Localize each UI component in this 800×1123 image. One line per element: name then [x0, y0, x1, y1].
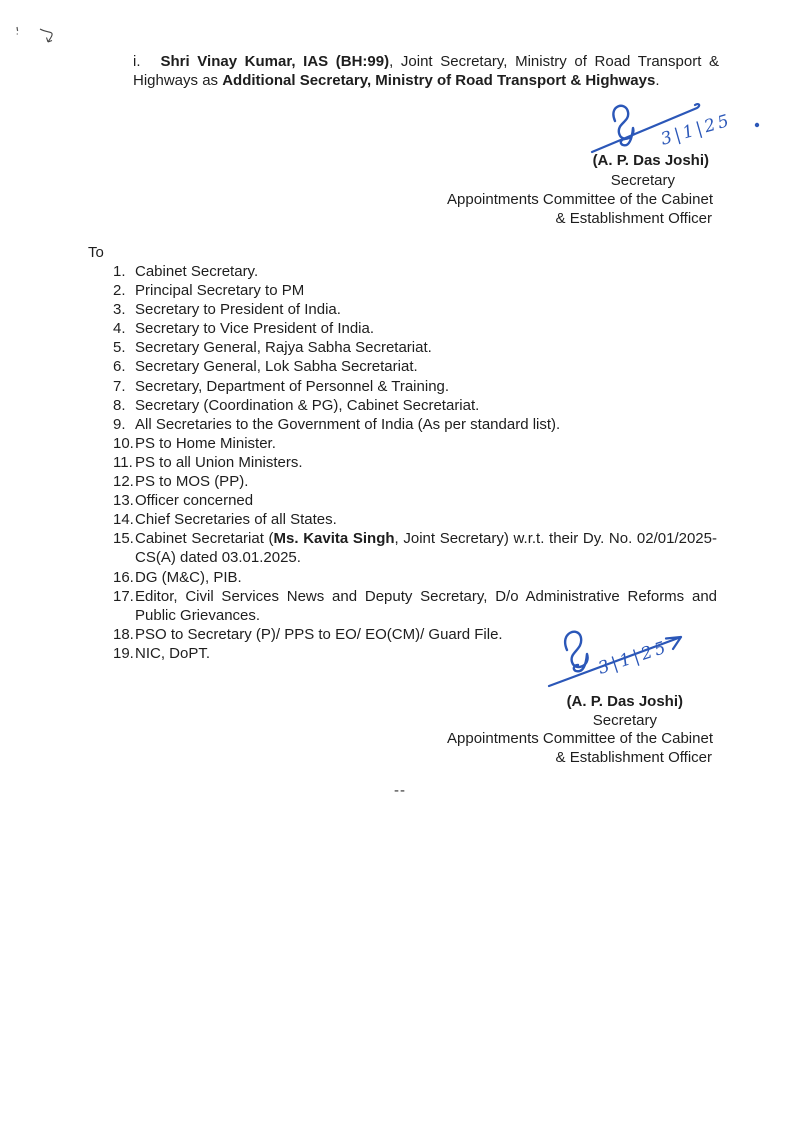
list-marker-i: i.: [133, 53, 141, 70]
list-item: [113, 415, 717, 434]
text-segment: , Joint Secretary, Ministry of Road Transport & Highways as: [133, 53, 719, 90]
list-item: [113, 396, 717, 415]
list-item-text: [135, 510, 717, 529]
signoff-designation-top: Secretary: [610, 172, 675, 189]
list-item-number: 7.: [113, 377, 126, 395]
corner-tick-mark: [17, 27, 18, 35]
list-item-text: [135, 281, 717, 300]
list-item-text: [135, 529, 717, 567]
handwritten-date-bottom: 3|1|25: [595, 637, 672, 679]
text-segment: Secretary General, Lok Sabha Secretariat.: [135, 358, 418, 376]
list-item-number: 15.: [113, 530, 134, 548]
list-item-text: [135, 357, 717, 376]
text-segment: PS to MOS (PP).: [135, 473, 249, 491]
list-item-text: [135, 491, 717, 510]
list-item-text: [135, 396, 717, 415]
signoff-org-line1-top: Appointments Committee of the Cabinet: [447, 191, 713, 208]
list-item-number: 4.: [113, 320, 126, 338]
paragraph-text: [133, 53, 719, 89]
text-segment: Secretary to President of India.: [135, 301, 341, 319]
signoff-name-top: (A. P. Das Joshi): [592, 152, 709, 169]
text-segment: All Secretaries to the Government of India (As per standard list).: [135, 415, 561, 433]
list-item: [113, 453, 717, 472]
list-item-text: [135, 300, 717, 319]
list-item-number: 1.: [113, 263, 126, 280]
list-item-number: 2.: [113, 282, 126, 300]
list-item-number: 9.: [113, 415, 126, 433]
text-segment: Chief Secretaries of all States.: [135, 511, 337, 529]
corner-arrow-mark: [40, 29, 52, 42]
list-item: [113, 319, 717, 338]
text-segment: PS to Home Minister.: [135, 434, 276, 452]
text-segment: Secretary (Coordination & PG), Cabinet Secretariat.: [135, 396, 480, 414]
signoff-org-line1-bottom: Appointments Committee of the Cabinet: [447, 730, 713, 747]
list-item: [113, 262, 717, 281]
text-segment: Secretary to Vice President of India.: [135, 320, 375, 338]
bold-text-segment: Ms. Kavita Singh: [273, 530, 395, 548]
list-item: [113, 338, 717, 357]
list-item-text: [135, 568, 717, 587]
list-item-text: [135, 415, 717, 434]
list-item: [113, 510, 717, 529]
list-item: [113, 568, 717, 587]
text-segment: Cabinet Secretary.: [135, 263, 259, 280]
bold-text-segment: Shri Vinay Kumar, IAS (BH:99): [160, 53, 390, 70]
list-item-number: 10.: [113, 434, 134, 452]
list-item-number: 8.: [113, 396, 126, 414]
text-segment: PS to all Union Ministers.: [135, 453, 303, 471]
list-item: [113, 300, 717, 319]
text-segment: Cabinet Secretariat (: [135, 530, 274, 548]
list-item-number: 5.: [113, 339, 126, 357]
text-segment: Secretary, Department of Personnel & Training.: [135, 377, 450, 395]
appointment-paragraph: [133, 52, 719, 90]
list-item-number: 18.: [113, 625, 134, 643]
signoff-org-line2-top: & Establishment Officer: [555, 210, 712, 227]
signoff-org-line2-bottom: & Establishment Officer: [555, 749, 712, 766]
list-item-text: [135, 434, 717, 453]
list-item-number: 14.: [113, 511, 134, 529]
bold-text-segment: Additional Secretary, Ministry of Road Transport & Highways: [222, 72, 656, 90]
list-item: [113, 377, 717, 396]
text-segment: NIC, DoPT.: [135, 644, 211, 662]
list-item-number: 12.: [113, 473, 134, 491]
list-item-text: [135, 338, 717, 357]
text-segment: PSO to Secretary (P)/ PPS to EO/ EO(CM)/ Guard File.: [135, 625, 503, 643]
list-item-text: [135, 472, 717, 491]
list-item-number: 3.: [113, 301, 126, 319]
text-segment: Officer concerned: [135, 492, 254, 510]
list-item-number: 6.: [113, 358, 126, 376]
list-item-text: [135, 377, 717, 396]
handwritten-date-top: 3|1|25: [658, 110, 735, 150]
list-item: [113, 472, 717, 491]
list-item-text: [135, 262, 717, 281]
signoff-name-bottom: (A. P. Das Joshi): [566, 693, 683, 710]
list-item: [113, 491, 717, 510]
list-item-text: [135, 319, 717, 338]
signature-loop-stroke: [565, 632, 588, 672]
signoff-designation-bottom: Secretary: [592, 712, 657, 729]
text-segment: .: [655, 72, 660, 90]
text-segment: , Joint Secretary) w.r.t. their Dy. No. 02/01/2025-CS(A) dated 03.01.2025.: [135, 530, 717, 567]
list-item-number: 16.: [113, 568, 134, 586]
list-item: [113, 357, 717, 376]
list-item-number: 13.: [113, 492, 134, 510]
list-item-number: 11.: [113, 453, 133, 471]
signature-ink-dot: [755, 123, 759, 127]
text-segment: Principal Secretary to PM: [135, 282, 305, 300]
list-item: [113, 529, 717, 567]
to-list-items: [113, 262, 717, 663]
list-item-number: 17.: [113, 587, 134, 605]
list-item-number: 19.: [113, 644, 134, 662]
corner-pen-marks-icon: [10, 20, 65, 48]
text-segment: DG (M&C), PIB.: [135, 568, 242, 586]
text-segment: Editor, Civil Services News and Deputy Secretary, D/o Administrative Reforms and Public Grievances.: [135, 587, 717, 624]
list-item-text: [135, 453, 717, 472]
list-item: [113, 434, 717, 453]
end-of-document-mark: --: [394, 782, 406, 799]
text-segment: Secretary General, Rajya Sabha Secretariat.: [135, 339, 432, 357]
list-item: [113, 281, 717, 300]
to-label: To: [88, 244, 104, 261]
